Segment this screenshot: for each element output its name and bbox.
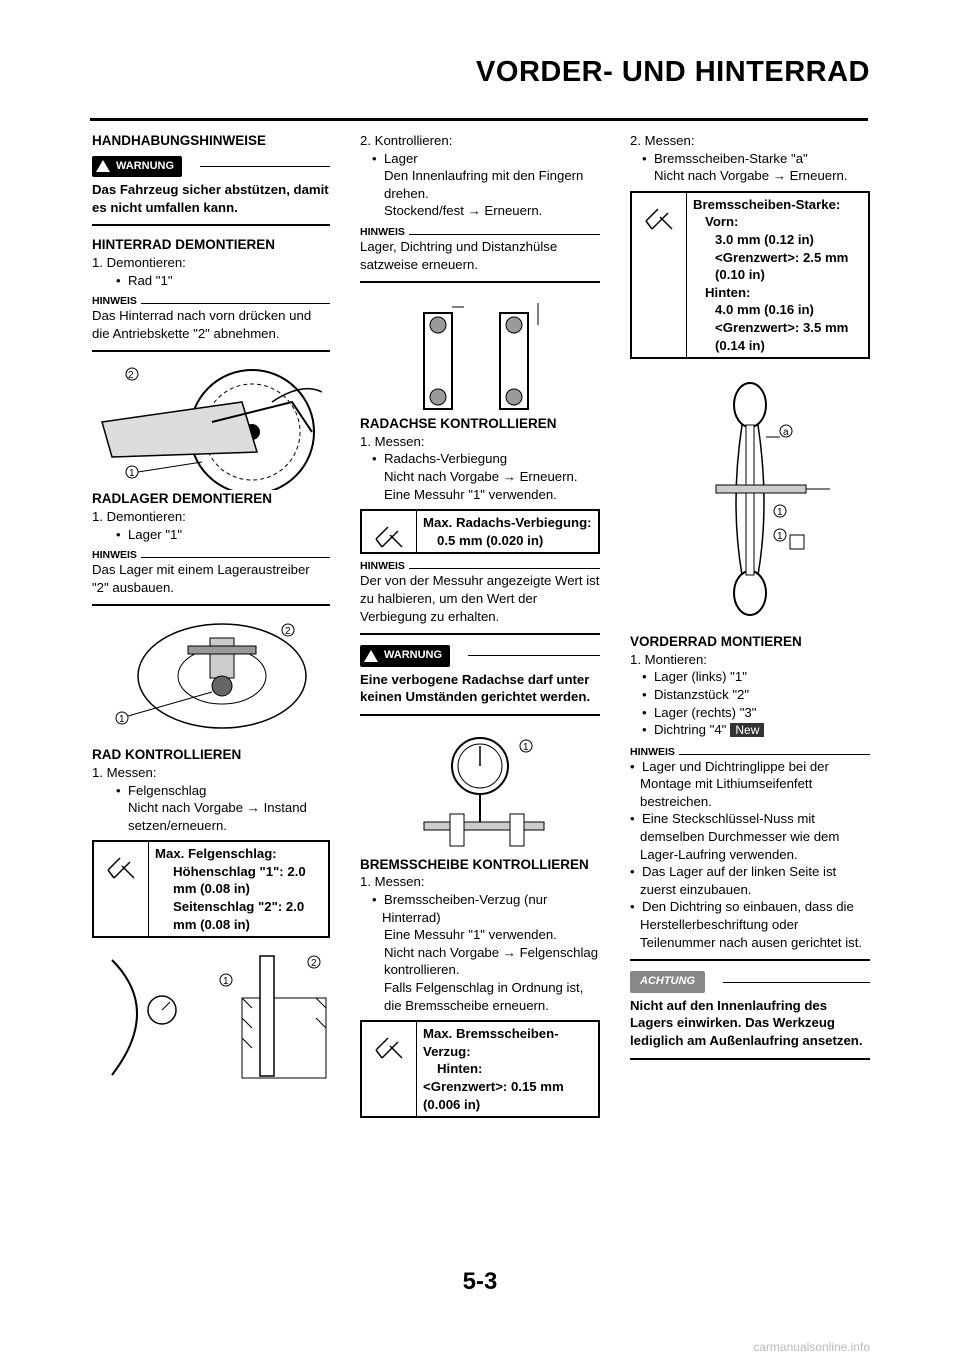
- bullet-item: • Lager (rechts) "3": [642, 704, 757, 720]
- warning-header: [360, 645, 600, 667]
- heading-disc-check: BREMSSCHEIBE KONTROLLIEREN: [360, 856, 589, 872]
- divider: [92, 224, 330, 226]
- spec-box: [360, 1020, 600, 1118]
- bullet-item: • Lager (links) "1": [642, 669, 747, 685]
- note-header: HINWEIS: [92, 295, 330, 307]
- item-detail: Eine Messuhr "1" verwenden.: [384, 486, 557, 502]
- spec-value: Höhenschlag "1": 2.0 mm (0.08 in): [173, 863, 306, 897]
- item-detail: Den Innenlaufring mit den Fingern drehen.: [384, 168, 584, 201]
- callout-2: 2: [285, 626, 291, 638]
- bullet-item: • Lager "1": [116, 526, 183, 542]
- divider: [360, 714, 600, 716]
- column-middle: [360, 132, 600, 1124]
- warning-label: WARNUNG: [116, 159, 175, 172]
- caution-text: Nicht auf den Innenlaufring des Lagers einwirken. Das Werkzeug lediglich am Außenlaufring ansetzen.: [630, 997, 863, 1048]
- column-left: [92, 132, 330, 1080]
- step-text: 1. Messen:: [360, 433, 425, 449]
- warning-label: WARNUNG: [384, 649, 443, 662]
- spec-value: 4.0 mm (0.16 in): [715, 302, 814, 318]
- bullet-item: • Bremsscheiben-Verzug (nur Hinterrad): [372, 892, 548, 925]
- bullet-item: • Rad "1": [116, 272, 173, 288]
- item-detail: Nicht nach Vorgabe → Felgenschlag kontrollieren.: [384, 944, 599, 978]
- warning-badge: [360, 645, 450, 667]
- spec-label: Vorn:: [705, 214, 739, 230]
- caliper-icon: [94, 842, 149, 936]
- bearing-figure: [360, 293, 600, 415]
- heading-axle-check: RADACHSE KONTROLLIEREN: [360, 416, 557, 432]
- warning-icon: [96, 160, 110, 172]
- bullet-item: • Felgenschlag: [116, 782, 207, 798]
- item-detail: Nicht nach Vorgabe → Erneuern.: [384, 468, 578, 484]
- note-item: • Lager und Dichtringlippe bei der Montage mit Lithiumseifenfett bestreichen.: [630, 758, 829, 809]
- heading-handling: HANDHABUNGSHINWEISE: [92, 133, 267, 148]
- step-text: 1. Demontieren:: [92, 254, 186, 270]
- bullet-item: • Bremsscheiben-Starke "a": [642, 150, 808, 166]
- spec-value: Hinten:: [437, 1061, 483, 1077]
- callout-1: 1: [777, 507, 783, 519]
- callout-1: 1: [119, 714, 125, 726]
- caliper-icon: [362, 1022, 417, 1116]
- note-item: • Eine Steckschlüssel-Nuss mit demselben Durchmesser wie dem Lager-Laufring verwenden.: [630, 811, 840, 862]
- caution-header: [630, 971, 870, 993]
- item-detail: Nicht nach Vorgabe → Instand setzen/erneuern.: [128, 800, 307, 833]
- spec-value: <Grenzwert>: 3.5 mm (0.14 in): [715, 319, 849, 353]
- bullet-item: • Lager: [372, 150, 418, 166]
- heading-bearing-removal: RADLAGER DEMONTIEREN: [92, 491, 273, 507]
- divider: [92, 604, 330, 606]
- spec-value: <Grenzwert>: 2.5 mm (0.10 in): [715, 249, 849, 283]
- runout-figure: [92, 950, 330, 1080]
- spec-title: Max. Radachs-Verbiegung:: [423, 515, 592, 531]
- heading-wheel-check: RAD KONTROLLIEREN: [92, 747, 242, 763]
- step-text: 1. Messen:: [92, 764, 157, 780]
- disc-thickness-figure: [630, 365, 870, 633]
- note-header: HINWEIS: [630, 746, 870, 758]
- callout-1: 1: [777, 531, 783, 543]
- bearing-removal-figure: [92, 616, 330, 746]
- caution-badge: ACHTUNG: [630, 971, 705, 993]
- step-text: 1. Demontieren:: [92, 508, 186, 524]
- spec-title: Max. Bremsscheiben-Verzug:: [423, 1026, 559, 1059]
- callout-1: 1: [523, 741, 529, 753]
- callout-1: 1: [223, 976, 229, 988]
- spec-value: Seitenschlag "2": 2.0 mm (0.08 in): [173, 899, 305, 932]
- new-badge: New: [730, 723, 764, 737]
- note-text: Das Hinterrad nach vorn drücken und die Antriebskette "2" abnehmen.: [92, 308, 312, 341]
- spec-value: 3.0 mm (0.12 in): [715, 231, 814, 247]
- rear-wheel-figure: [92, 362, 330, 490]
- callout-1: 1: [129, 468, 135, 480]
- warning-icon: [364, 650, 378, 662]
- bullet-item: • Distanzstück "2": [642, 686, 750, 702]
- warning-text: Eine verbogene Radachse darf unter keinen Umständen gerichtet werden.: [360, 671, 591, 705]
- item-detail: Nicht nach Vorgabe → Erneuern.: [654, 168, 848, 184]
- spec-box: [92, 840, 330, 938]
- spec-box: [630, 191, 870, 359]
- callout-2: 2: [311, 958, 317, 970]
- page-title: VORDER- UND HINTERRAD: [476, 56, 870, 88]
- column-right: [630, 132, 870, 1070]
- spec-title: Max. Felgenschlag:: [155, 846, 277, 862]
- divider: [360, 281, 600, 283]
- warning-header: [92, 156, 330, 178]
- note-item: • Das Lager auf der linken Seite ist zuerst einzubauen.: [630, 864, 837, 897]
- item-detail: Stockend/fest → Erneuern.: [384, 203, 543, 219]
- step-text: 1. Montieren:: [630, 651, 707, 667]
- warning-badge: [92, 156, 182, 178]
- divider: [360, 633, 600, 635]
- axle-gauge-figure: [360, 726, 600, 856]
- note-header: HINWEIS: [360, 226, 600, 238]
- note-text: Das Lager mit einem Lageraustreiber "2" ausbauen.: [92, 562, 310, 595]
- item-detail: Eine Messuhr "1" verwenden.: [384, 927, 557, 943]
- heading-front-wheel-install: VORDERRAD MONTIEREN: [630, 634, 802, 650]
- item-detail: Falls Felgenschlag in Ordnung ist, die Bremsscheibe erneuern.: [384, 980, 584, 1013]
- step-text: 2. Kontrollieren:: [360, 133, 453, 148]
- callout-a: a: [783, 427, 789, 439]
- note-text: Der von der Messuhr angezeigte Wert ist zu halbieren, um den Wert der Verbiegung zu erhalten.: [360, 573, 600, 624]
- spec-label: Hinten:: [705, 284, 751, 300]
- caliper-icon: [362, 511, 417, 552]
- divider: [630, 1058, 870, 1060]
- note-header: HINWEIS: [92, 549, 330, 561]
- warning-text: Das Fahrzeug sicher abstützen, damit es nicht umfallen kann.: [92, 182, 329, 215]
- note-item: • Den Dichtring so einbauen, dass die Herstellerbeschriftung oder Teilenummer nach ausen gerichtet ist.: [630, 899, 863, 950]
- spec-value: 0.5 mm (0.020 in): [437, 532, 544, 548]
- divider: [630, 959, 870, 961]
- note-text: Lager, Dichtring und Distanzhülse satzweise erneuern.: [360, 238, 558, 272]
- bullet-item: • Dichtring "4" New: [630, 721, 870, 740]
- heading-rear-wheel-removal: HINTERRAD DEMONTIEREN: [92, 237, 276, 253]
- note-header: HINWEIS: [360, 560, 600, 572]
- callout-2: 2: [128, 370, 134, 382]
- spec-title: Bremsscheiben-Starke:: [693, 196, 841, 212]
- divider: [92, 350, 330, 352]
- page-number: 5-3: [462, 1268, 498, 1295]
- footer-watermark: carmanualsonline.info: [753, 1340, 870, 1354]
- caliper-icon: [632, 193, 687, 357]
- step-text: 1. Messen:: [360, 874, 425, 890]
- step-text: 2. Messen:: [630, 133, 695, 148]
- header-rule: [90, 118, 868, 121]
- bullet-item: • Radachs-Verbiegung: [372, 451, 508, 467]
- spec-value: <Grenzwert>: 0.15 mm (0.006 in): [423, 1079, 564, 1112]
- spec-box: [360, 509, 600, 554]
